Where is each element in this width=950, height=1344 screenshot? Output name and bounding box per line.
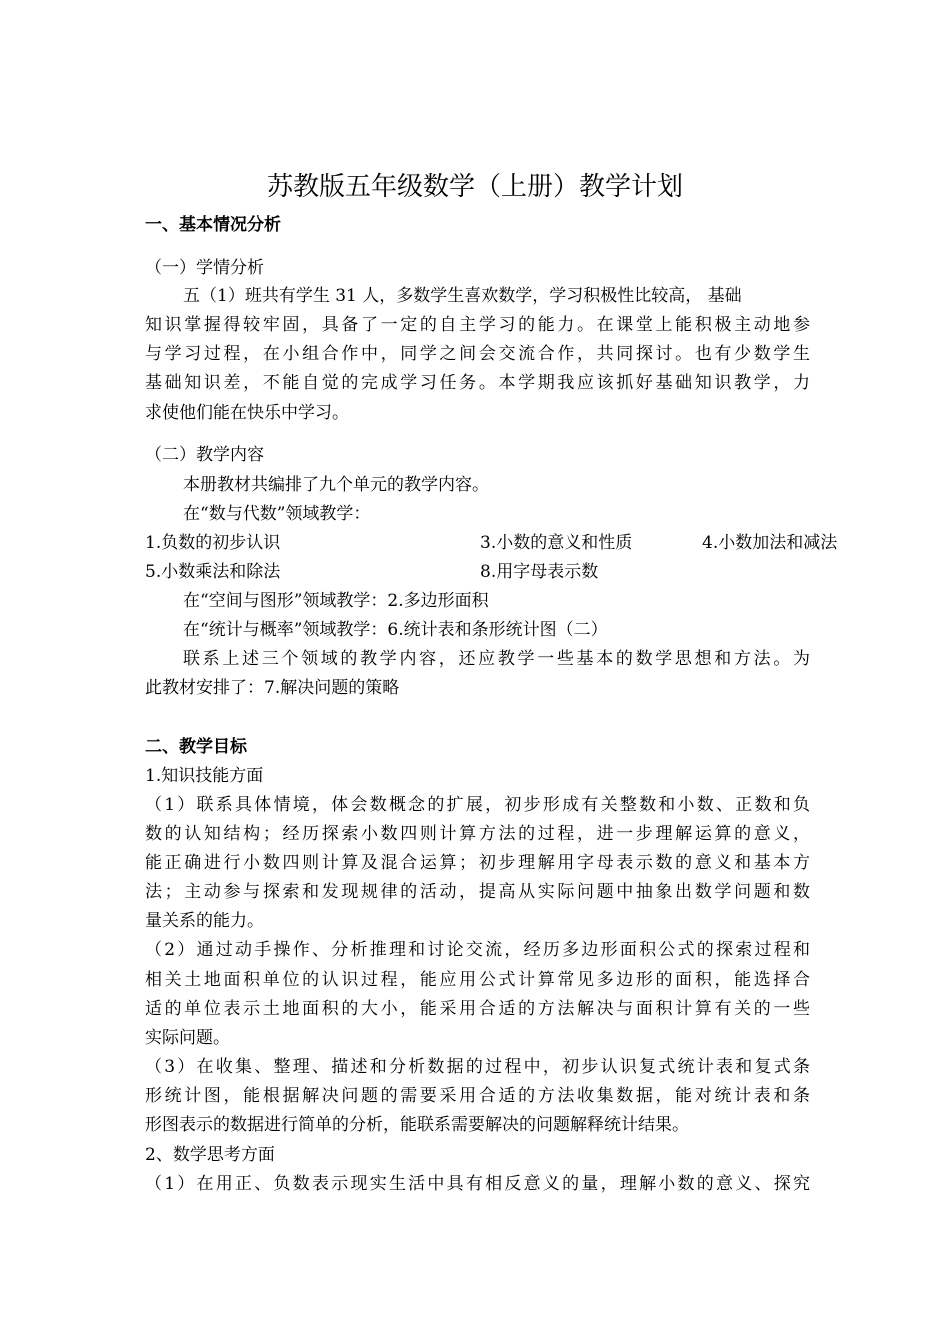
domain-number-algebra: 在“数与代数”领域教学： [183,504,371,524]
section-heading-teaching-goals: 二、教学目标 [145,737,247,757]
paragraph-line: 形统计图，能根据解决问题的需要采用合适的方法收集数据，能对统计表和条 [145,1086,810,1106]
paragraph-line: 知识掌握得较牢固，具备了一定的自主学习的能力。在课堂上能积极主动地参 [145,315,810,335]
units-row [145,533,838,553]
subheading-math-thinking: 2、数学思考方面 [145,1145,275,1165]
paragraph-line: 五（1）班共有学生 31 人，多数学生喜欢数学，学习积极性比较高， 基础 [183,286,742,306]
unit-item: 8.用字母表示数 [480,562,599,582]
document-title: 苏教版五年级数学（上册）教学计划 [266,172,683,202]
section-heading-basic-analysis: 一、基本情况分析 [145,215,281,235]
subheading-knowledge-skills: 1.知识技能方面 [145,766,264,786]
content-intro: 本册教材共编排了九个单元的教学内容。 [183,475,489,495]
paragraph-line: 基础知识差，不能自觉的完成学习任务。本学期我应该抓好基础知识教学，力 [145,373,810,393]
paragraph-line: （2）通过动手操作、分析推理和讨论交流，经历多边形面积公式的探索过程和 [145,940,810,960]
paragraph-line: 形图表示的数据进行简单的分析，能联系需要解决的问题解释统计结果。 [145,1115,689,1135]
paragraph-line: （1）在用正、负数表示现实生活中具有相反意义的量，理解小数的意义、探究 [145,1174,810,1194]
unit-item: 5.小数乘法和除法 [145,562,281,582]
paragraph-line: 联系上述三个领域的教学内容，还应教学一些基本的数学思想和方法。为 [183,649,810,669]
domain-space-figure: 在“空间与图形”领域教学：2.多边形面积 [183,591,489,611]
paragraph-line: 数的认知结构；经历探索小数四则计算方法的过程，进一步理解运算的意义， [145,824,810,844]
paragraph-line: （1）联系具体情境，体会数概念的扩展，初步形成有关整数和小数、正数和负 [145,795,810,815]
units-row [145,562,810,582]
unit-item: 4.小数加法和减法 [702,533,838,553]
paragraph-line: 实际问题。 [145,1028,230,1048]
subheading-student-analysis: （一）学情分析 [145,258,264,278]
unit-item: 1.负数的初步认识 [145,533,281,553]
domain-statistics: 在“统计与概率”领域教学：6.统计表和条形统计图（二） [183,620,608,640]
paragraph-line: 适的单位表示土地面积的大小，能采用合适的方法解决与面积计算有关的一些 [145,999,810,1019]
paragraph-line: 法；主动参与探索和发现规律的活动，提高从实际问题中抽象出数学问题和数 [145,882,810,902]
paragraph-line: （3）在收集、整理、描述和分析数据的过程中，初步认识复式统计表和复式条 [145,1057,810,1077]
paragraph-line: 此教材安排了：7.解决问题的策略 [145,678,400,698]
paragraph-line: 求使他们能在快乐中学习。 [145,403,349,423]
paragraph-line: 能正确进行小数四则计算及混合运算；初步理解用字母表示数的意义和基本方 [145,853,810,873]
unit-item: 3.小数的意义和性质 [480,533,633,553]
paragraph-line: 量关系的能力。 [145,911,264,931]
subheading-teaching-content: （二）教学内容 [145,445,264,465]
paragraph-line: 与学习过程，在小组合作中，同学之间会交流合作，共同探讨。也有少数学生 [145,344,810,364]
paragraph-line: 相关土地面积单位的认识过程，能应用公式计算常见多边形的面积，能选择合 [145,970,810,990]
